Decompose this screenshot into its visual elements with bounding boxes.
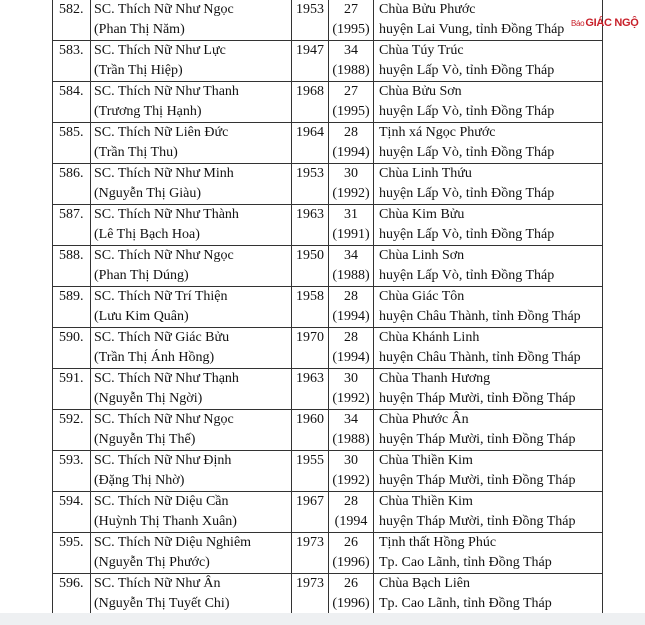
ordination-age: 26 bbox=[344, 576, 358, 591]
temple-location: huyện Lấp Vò, tỉnh Đồng Tháp bbox=[379, 268, 555, 283]
row-number: 583. bbox=[59, 43, 84, 58]
lay-name: (Nguyễn Thị Thế) bbox=[94, 432, 196, 447]
ordination-year: (1995) bbox=[332, 104, 370, 119]
dharma-name: SC. Thích Nữ Như Thanh bbox=[94, 84, 239, 99]
table-row bbox=[53, 533, 603, 574]
birth-year: 1973 bbox=[296, 535, 324, 550]
ordination-cell bbox=[329, 0, 374, 41]
row-number: 586. bbox=[59, 166, 84, 181]
row-number: 594. bbox=[59, 494, 84, 509]
birth-year-cell bbox=[292, 205, 329, 246]
temple-name: Chùa Kim Bửu bbox=[379, 207, 465, 222]
ordination-cell bbox=[329, 82, 374, 123]
dharma-name: SC. Thích Nữ Trí Thiện bbox=[94, 289, 228, 304]
lay-name: (Lưu Kim Quân) bbox=[94, 309, 189, 324]
table-row bbox=[53, 0, 603, 41]
table-row bbox=[53, 410, 603, 451]
ordination-year: (1994) bbox=[332, 350, 370, 365]
birth-year: 1953 bbox=[296, 166, 324, 181]
table-row bbox=[53, 205, 603, 246]
ordination-year: (1988) bbox=[332, 63, 370, 78]
row-number: 592. bbox=[59, 412, 84, 427]
lay-name: (Phan Thị Dúng) bbox=[94, 268, 189, 283]
temple-location: huyện Tháp Mười, tỉnh Đồng Tháp bbox=[379, 432, 576, 447]
temple-name: Chùa Bửu Sơn bbox=[379, 84, 462, 99]
name-cell bbox=[91, 164, 292, 205]
dharma-name: SC. Thích Nữ Như Ân bbox=[94, 576, 221, 591]
birth-year-cell bbox=[292, 492, 329, 533]
name-cell bbox=[91, 0, 292, 41]
birth-year-cell bbox=[292, 123, 329, 164]
temple-name: Chùa Khánh Linh bbox=[379, 330, 480, 345]
place-cell bbox=[374, 164, 603, 205]
ordination-year: (1996) bbox=[332, 596, 370, 611]
place-cell bbox=[374, 287, 603, 328]
ordination-year: (1992) bbox=[332, 473, 370, 488]
name-cell bbox=[91, 82, 292, 123]
name-cell bbox=[91, 205, 292, 246]
birth-year: 1970 bbox=[296, 330, 324, 345]
row-number: 590. bbox=[59, 330, 84, 345]
temple-location: huyện Lấp Vò, tỉnh Đồng Tháp bbox=[379, 186, 555, 201]
temple-location: huyện Tháp Mười, tỉnh Đồng Tháp bbox=[379, 473, 576, 488]
ordination-cell bbox=[329, 164, 374, 205]
row-number: 593. bbox=[59, 453, 84, 468]
row-number-cell bbox=[53, 369, 91, 410]
birth-year-cell bbox=[292, 533, 329, 574]
temple-name: Tịnh thất Hồng Phúc bbox=[379, 535, 497, 550]
birth-year: 1947 bbox=[296, 43, 324, 58]
birth-year-cell bbox=[292, 246, 329, 287]
temple-name: Chùa Bửu Phước bbox=[379, 2, 476, 17]
ordination-cell bbox=[329, 574, 374, 615]
ordination-age: 28 bbox=[344, 289, 358, 304]
ordination-cell bbox=[329, 205, 374, 246]
row-number-cell bbox=[53, 164, 91, 205]
temple-name: Chùa Phước Ân bbox=[379, 412, 469, 427]
birth-year-cell bbox=[292, 287, 329, 328]
table-row bbox=[53, 123, 603, 164]
birth-year: 1967 bbox=[296, 494, 324, 509]
dharma-name: SC. Thích Nữ Như Thạnh bbox=[94, 371, 239, 386]
ordination-age: 28 bbox=[344, 330, 358, 345]
birth-year: 1950 bbox=[296, 248, 324, 263]
table-row bbox=[53, 287, 603, 328]
ordination-cell bbox=[329, 123, 374, 164]
temple-location: huyện Lấp Vò, tỉnh Đồng Tháp bbox=[379, 63, 555, 78]
birth-year: 1955 bbox=[296, 453, 324, 468]
temple-name: Chùa Giác Tôn bbox=[379, 289, 465, 304]
row-number-cell bbox=[53, 82, 91, 123]
ordination-age: 26 bbox=[344, 535, 358, 550]
temple-location: huyện Lấp Vò, tỉnh Đồng Tháp bbox=[379, 104, 555, 119]
temple-location: huyện Châu Thành, tỉnh Đồng Tháp bbox=[379, 350, 581, 365]
temple-name: Chùa Thanh Hương bbox=[379, 371, 491, 386]
ordination-year: (1988) bbox=[332, 268, 370, 283]
place-cell bbox=[374, 246, 603, 287]
row-number-cell bbox=[53, 287, 91, 328]
temple-name: Tịnh xá Ngọc Phước bbox=[379, 125, 496, 140]
ordination-year: (1994 bbox=[334, 514, 368, 529]
place-cell bbox=[374, 574, 603, 615]
table-row bbox=[53, 41, 603, 82]
ordination-age: 30 bbox=[344, 166, 358, 181]
ordination-year: (1995) bbox=[332, 22, 370, 37]
lay-name: (Phan Thị Năm) bbox=[94, 22, 185, 37]
row-number: 582. bbox=[59, 2, 84, 17]
place-cell bbox=[374, 328, 603, 369]
birth-year: 1973 bbox=[296, 576, 324, 591]
table-row bbox=[53, 451, 603, 492]
ordination-age: 27 bbox=[344, 2, 358, 17]
bottom-strip bbox=[0, 613, 645, 625]
table-row bbox=[53, 492, 603, 533]
birth-year: 1968 bbox=[296, 84, 324, 99]
ordination-year: (1994) bbox=[332, 145, 370, 160]
row-number: 595. bbox=[59, 535, 84, 550]
row-number-cell bbox=[53, 246, 91, 287]
row-number: 596. bbox=[59, 576, 84, 591]
row-number-cell bbox=[53, 41, 91, 82]
row-number: 585. bbox=[59, 125, 84, 140]
ordination-cell bbox=[329, 246, 374, 287]
table-row bbox=[53, 82, 603, 123]
row-number-cell bbox=[53, 0, 91, 41]
temple-name: Chùa Thiền Kim bbox=[379, 494, 473, 509]
birth-year: 1964 bbox=[296, 125, 324, 140]
temple-location: huyện Lai Vung, tỉnh Đồng Tháp bbox=[379, 22, 565, 37]
ordination-cell bbox=[329, 328, 374, 369]
dharma-name: SC. Thích Nữ Như Ngọc bbox=[94, 2, 234, 17]
table-row bbox=[53, 328, 603, 369]
temple-name: Chùa Túy Trúc bbox=[379, 43, 464, 58]
place-cell bbox=[374, 492, 603, 533]
temple-location: huyện Tháp Mười, tỉnh Đồng Tháp bbox=[379, 514, 576, 529]
row-number-cell bbox=[53, 328, 91, 369]
dharma-name: SC. Thích Nữ Như Thành bbox=[94, 207, 239, 222]
ordination-year: (1992) bbox=[332, 391, 370, 406]
temple-name: Chùa Linh Sơn bbox=[379, 248, 465, 263]
ordination-year: (1994) bbox=[332, 309, 370, 324]
table-row bbox=[53, 574, 603, 615]
birth-year-cell bbox=[292, 0, 329, 41]
row-number-cell bbox=[53, 574, 91, 615]
ordination-year: (1996) bbox=[332, 555, 370, 570]
lay-name: (Nguyễn Thị Giàu) bbox=[94, 186, 202, 201]
name-cell bbox=[91, 328, 292, 369]
watermark-prefix: Báo bbox=[571, 19, 585, 28]
name-cell bbox=[91, 492, 292, 533]
ordination-cell bbox=[329, 41, 374, 82]
place-cell bbox=[374, 123, 603, 164]
ordination-age: 30 bbox=[344, 453, 358, 468]
name-cell bbox=[91, 369, 292, 410]
temple-location: huyện Lấp Vò, tỉnh Đồng Tháp bbox=[379, 227, 555, 242]
birth-year-cell bbox=[292, 574, 329, 615]
ordination-age: 27 bbox=[344, 84, 358, 99]
birth-year-cell bbox=[292, 410, 329, 451]
table-body bbox=[53, 0, 603, 615]
lay-name: (Nguyễn Thị Ngời) bbox=[94, 391, 203, 406]
place-cell bbox=[374, 0, 603, 41]
ordination-age: 34 bbox=[344, 412, 358, 427]
dharma-name: SC. Thích Nữ Liên Đức bbox=[94, 125, 229, 140]
dharma-name: SC. Thích Nữ Như Ngọc bbox=[94, 412, 234, 427]
name-cell bbox=[91, 574, 292, 615]
ordination-age: 31 bbox=[344, 207, 358, 222]
temple-location: Tp. Cao Lãnh, tỉnh Đồng Tháp bbox=[379, 596, 552, 611]
name-cell bbox=[91, 246, 292, 287]
dharma-name: SC. Thích Nữ Giác Bửu bbox=[94, 330, 230, 345]
row-number: 591. bbox=[59, 371, 84, 386]
temple-name: Chùa Thiền Kim bbox=[379, 453, 473, 468]
row-number: 589. bbox=[59, 289, 84, 304]
temple-location: huyện Châu Thành, tỉnh Đồng Tháp bbox=[379, 309, 581, 324]
lay-name: (Huỳnh Thị Thanh Xuân) bbox=[94, 514, 237, 529]
dharma-name: SC. Thích Nữ Như Lực bbox=[94, 43, 226, 58]
birth-year-cell bbox=[292, 369, 329, 410]
lay-name: (Trần Thị Thu) bbox=[94, 145, 178, 160]
nun-list-table bbox=[52, 0, 603, 615]
ordination-cell bbox=[329, 287, 374, 328]
dharma-name: SC. Thích Nữ Diệu Nghiêm bbox=[94, 535, 252, 550]
name-cell bbox=[91, 123, 292, 164]
place-cell bbox=[374, 82, 603, 123]
ordination-year: (1991) bbox=[332, 227, 370, 242]
dharma-name: SC. Thích Nữ Như Định bbox=[94, 453, 232, 468]
ordination-cell bbox=[329, 533, 374, 574]
name-cell bbox=[91, 41, 292, 82]
table-row bbox=[53, 164, 603, 205]
temple-location: Tp. Cao Lãnh, tỉnh Đồng Tháp bbox=[379, 555, 552, 570]
temple-name: Chùa Bạch Liên bbox=[379, 576, 470, 591]
name-cell bbox=[91, 287, 292, 328]
ordination-age: 30 bbox=[344, 371, 358, 386]
ordination-age: 28 bbox=[344, 125, 358, 140]
ordination-age: 34 bbox=[344, 248, 358, 263]
watermark-logo bbox=[571, 17, 639, 29]
row-number-cell bbox=[53, 533, 91, 574]
dharma-name: SC. Thích Nữ Diệu Cần bbox=[94, 494, 229, 509]
dharma-name: SC. Thích Nữ Như Ngọc bbox=[94, 248, 234, 263]
name-cell bbox=[91, 533, 292, 574]
temple-location: huyện Tháp Mười, tỉnh Đồng Tháp bbox=[379, 391, 576, 406]
lay-name: (Lê Thị Bạch Hoa) bbox=[94, 227, 200, 242]
place-cell bbox=[374, 451, 603, 492]
ordination-year: (1988) bbox=[332, 432, 370, 447]
row-number-cell bbox=[53, 410, 91, 451]
birth-year: 1963 bbox=[296, 371, 324, 386]
row-number: 587. bbox=[59, 207, 84, 222]
birth-year: 1953 bbox=[296, 2, 324, 17]
lay-name: (Trần Thị Hiệp) bbox=[94, 63, 183, 78]
ordination-year: (1992) bbox=[332, 186, 370, 201]
place-cell bbox=[374, 533, 603, 574]
birth-year: 1963 bbox=[296, 207, 324, 222]
name-cell bbox=[91, 451, 292, 492]
ordination-cell bbox=[329, 492, 374, 533]
birth-year: 1960 bbox=[296, 412, 324, 427]
place-cell bbox=[374, 410, 603, 451]
row-number-cell bbox=[53, 492, 91, 533]
lay-name: (Trần Thị Ánh Hồng) bbox=[94, 350, 215, 365]
row-number: 584. bbox=[59, 84, 84, 99]
birth-year-cell bbox=[292, 164, 329, 205]
ordination-age: 28 bbox=[344, 494, 358, 509]
birth-year-cell bbox=[292, 451, 329, 492]
ordination-cell bbox=[329, 410, 374, 451]
birth-year-cell bbox=[292, 328, 329, 369]
table-row bbox=[53, 246, 603, 287]
place-cell bbox=[374, 41, 603, 82]
lay-name: (Đặng Thị Nhờ) bbox=[94, 473, 185, 488]
table-row bbox=[53, 369, 603, 410]
lay-name: (Trương Thị Hạnh) bbox=[94, 104, 202, 119]
birth-year-cell bbox=[292, 82, 329, 123]
row-number-cell bbox=[53, 205, 91, 246]
row-number-cell bbox=[53, 123, 91, 164]
row-number: 588. bbox=[59, 248, 84, 263]
lay-name: (Nguyễn Thị Tuyết Chi) bbox=[94, 596, 230, 611]
ordination-cell bbox=[329, 369, 374, 410]
place-cell bbox=[374, 205, 603, 246]
temple-location: huyện Lấp Vò, tỉnh Đồng Tháp bbox=[379, 145, 555, 160]
watermark-brand: GIÁC NGỘ bbox=[585, 17, 639, 29]
dharma-name: SC. Thích Nữ Như Minh bbox=[94, 166, 234, 181]
birth-year-cell bbox=[292, 41, 329, 82]
temple-name: Chùa Linh Thứu bbox=[379, 166, 472, 181]
ordination-age: 34 bbox=[344, 43, 358, 58]
ordination-cell bbox=[329, 451, 374, 492]
row-number-cell bbox=[53, 451, 91, 492]
birth-year: 1958 bbox=[296, 289, 324, 304]
name-cell bbox=[91, 410, 292, 451]
place-cell bbox=[374, 369, 603, 410]
lay-name: (Nguyễn Thị Phước) bbox=[94, 555, 210, 570]
